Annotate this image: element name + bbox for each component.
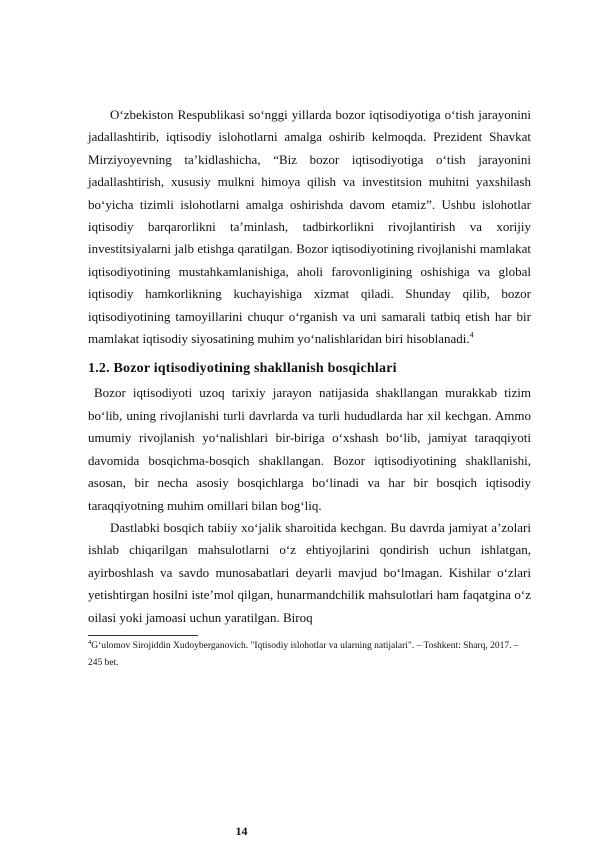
paragraph-3: Dastlabki bosqich tabiiy xo‘jalik sharoitida kechgan. Bu davrda jamiyat a’zolari ishlab chiqarilgan mahsulotlarni o‘z ehtiyojlarini qondirish uchun ishlatgan, ayirboshlash va savdo munosabatlari deyarli mavjud bo‘lmagan. Kishilar o‘zlari yetishtirgan hosilni iste’mol qilgan, hunarmandchilik mahsulotlari ham faqatgina o‘z oilasi yoki jamoasi uchun yaratilgan. Biroq [88,519,531,625]
footnote [88,638,531,672]
paragraph-1-text: O‘zbekiston Respublikasi so‘nggi yillarda bozor iqtisodiyotiga o‘tish jarayonini jadallashtirib, iqtisodiy islohotlarni amalga oshirib kelmoqda. Prezident Shavkat Mirziyoyevning ta’kidlashicha, “Biz bozor iqtisodiyotiga o‘tish jarayonini jadallashtirish, xususiy mulkni himoya qilish va investitsion muhitni yaxshilash bo‘yicha tizimli islohotlarni amalga oshirishda davom etamiz”. Ushbu islohotlar iqtisodiy barqarorlikni ta’minlash, tadbirkorlikni rivojlantirish va xorijiy investitsiyalarni jalb etishga qaratilgan. Bozor iqtisodiyotining rivojlanishi mamlakat iqtisodiyotining mustahkamlanishiga, aholi farovonligining oshishiga va global iqtisodiy hamkorlikning kuchayishiga xizmat qiladi. Shunday qilib, bozor iqtisodiyotining tamoyillarini chuqur o‘rganish va uni samarali tatbiq etish har bir mamlakat iqtisodiy siyosatining muhim yo‘nalishlaridan biri hisoblanadi. [88,107,531,347]
footnote-divider [88,635,198,636]
footnote-reference: 4 [469,330,474,340]
paragraph-2: Bozor iqtisodiyoti uzoq tarixiy jarayon natijasida shakllangan murakkab tizim bo‘lib, uning rivojlanishi turli davrlarda va turli hududlarda har xil kechgan. Ammo umumiy rivojlanish yo‘nalishlari bir-biriga o‘xshash bo‘lib, jamiyat taraqqiyoti davomida bosqichma-bosqich shakllangan. Bozor iqtisodiyotining shakllanishi, asosan, bir necha asosiy bosqichlarga bo‘linadi va har bir bosqich iqtisodiy taraqqiyotning muhim omillari bilan bog‘liq. [88,385,531,513]
page-number-container [0,824,595,839]
section-heading: 1.2. Bozor iqtisodiyotining shakllanish bosqichlari [88,361,397,377]
paragraph-1 [88,104,531,350]
footnote-text: G‘ulomov Sirojiddin Xudoyberganovich. "Iqtisodiy islohotlar va ularning natijalari". – Toshkent: Sharq, 2017. – 245 bet. [88,640,519,668]
footnote-number: 4 [88,638,92,646]
page-number: 14 [235,824,248,838]
page-body [88,104,531,672]
